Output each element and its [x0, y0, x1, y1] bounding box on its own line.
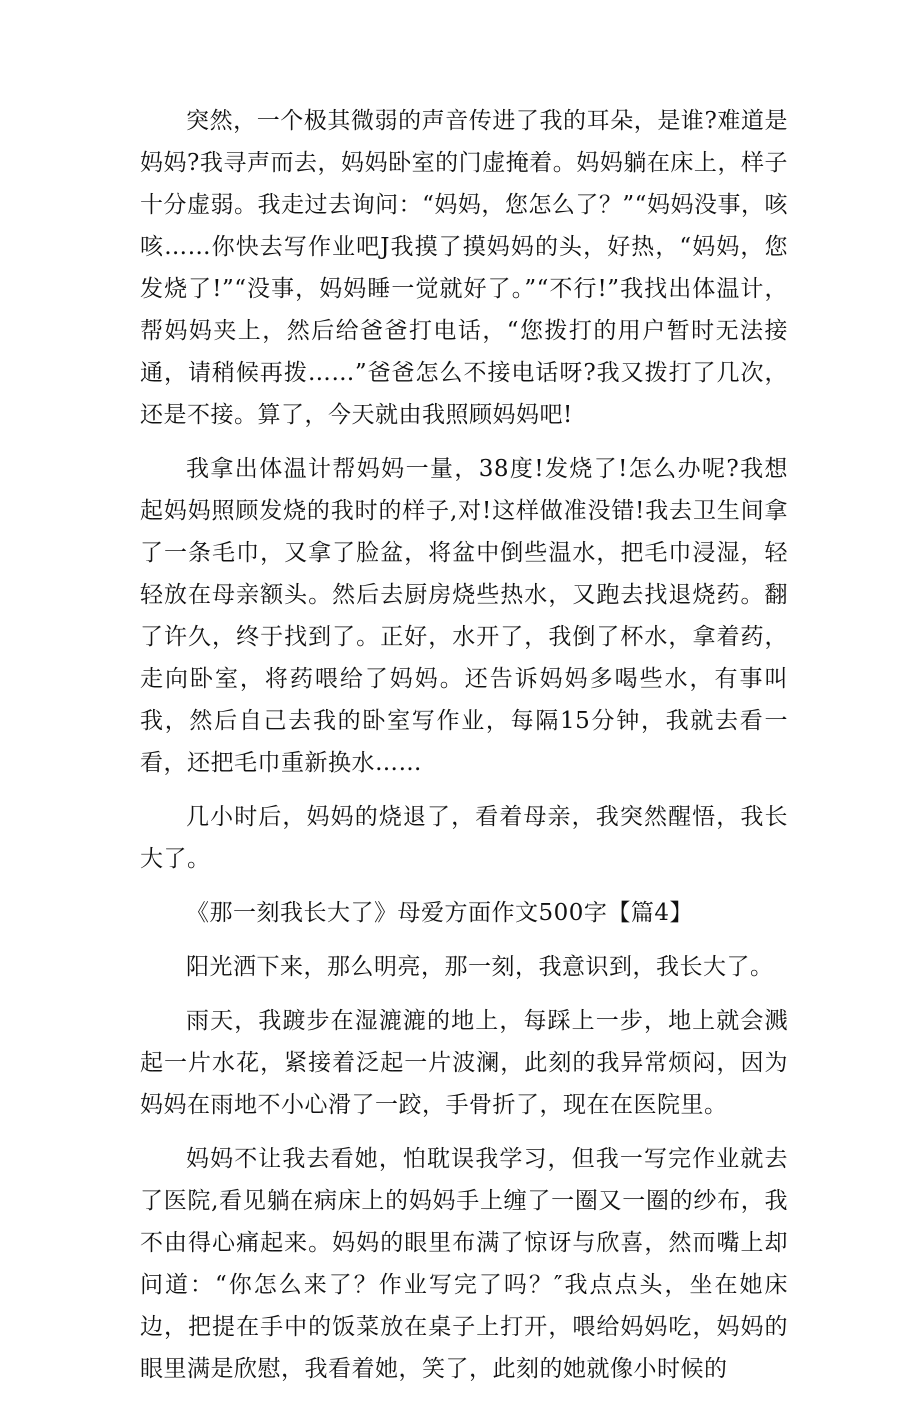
paragraph-2: 我拿出体温计帮妈妈一量，38度!发烧了!怎么办呢?我想起妈妈照顾发烧的我时的样子,对!这样做准没错!我去卫生间拿了一条毛巾，又拿了脸盆，将盆中倒些温水，把毛巾浸湿，轻轻放在母亲额头。然后去厨房烧些热水，又跑去找退烧药。翻了许久，终于找到了。正好，水开了，我倒了杯水，拿着药，走向卧室，将药喂给了妈妈。还告诉妈妈多喝些水，有事叫我，然后自己去我的卧室写作业，每隔15分钟，我就去看一看，还把毛巾重新换水……	[140, 456, 788, 776]
paragraph-5: 雨天，我踱步在湿漉漉的地上，每踩上一步，地上就会溅起一片水花，紧接着泛起一片波澜，此刻的我异常烦闷，因为妈妈在雨地不小心滑了一跤，手骨折了，现在在医院里。	[140, 1008, 788, 1118]
section-heading: 《那一刻我长大了》母爱方面作文500字【篇4】	[186, 900, 694, 926]
paragraph-1: 突然，一个极其微弱的声音传进了我的耳朵，是谁?难道是妈妈?我寻声而去，妈妈卧室的门虚掩着。妈妈躺在床上，样子十分虚弱。我走过去询问：“妈妈，您怎么了？”“妈妈没事，咳咳……你快去写作业吧J我摸了摸妈妈的头，好热，“妈妈，您发烧了!”“没事，妈妈睡一觉就好了。”“不行!”我找出体温计，帮妈妈夹上，然后给爸爸打电话，“您拨打的用户暂时无法接通，请稍候再拨……”爸爸怎么不接电话呀?我又拨打了几次，还是不接。算了，今天就由我照顾妈妈吧!	[140, 108, 788, 428]
paragraph-3: 几小时后，妈妈的烧退了，看着母亲，我突然醒悟，我长大了。	[140, 804, 788, 872]
paragraph-6: 妈妈不让我去看她，怕耽误我学习，但我一写完作业就去了医院,看见躺在病床上的妈妈手上缠了一圈又一圈的纱布，我不由得心痛起来。妈妈的眼里布满了惊讶与欣喜，然而嘴上却问道：“你怎么来了？作业写完了吗？″我点点头，坐在她床边，把提在手中的饭菜放在桌子上打开，喂给妈妈吃，妈妈的眼里满是欣慰，我看着她，笑了，此刻的她就像小时候的	[140, 1146, 788, 1382]
document-body	[140, 100, 788, 1402]
paragraph-4: 阳光洒下来，那么明亮，那一刻，我意识到，我长大了。	[186, 954, 774, 980]
